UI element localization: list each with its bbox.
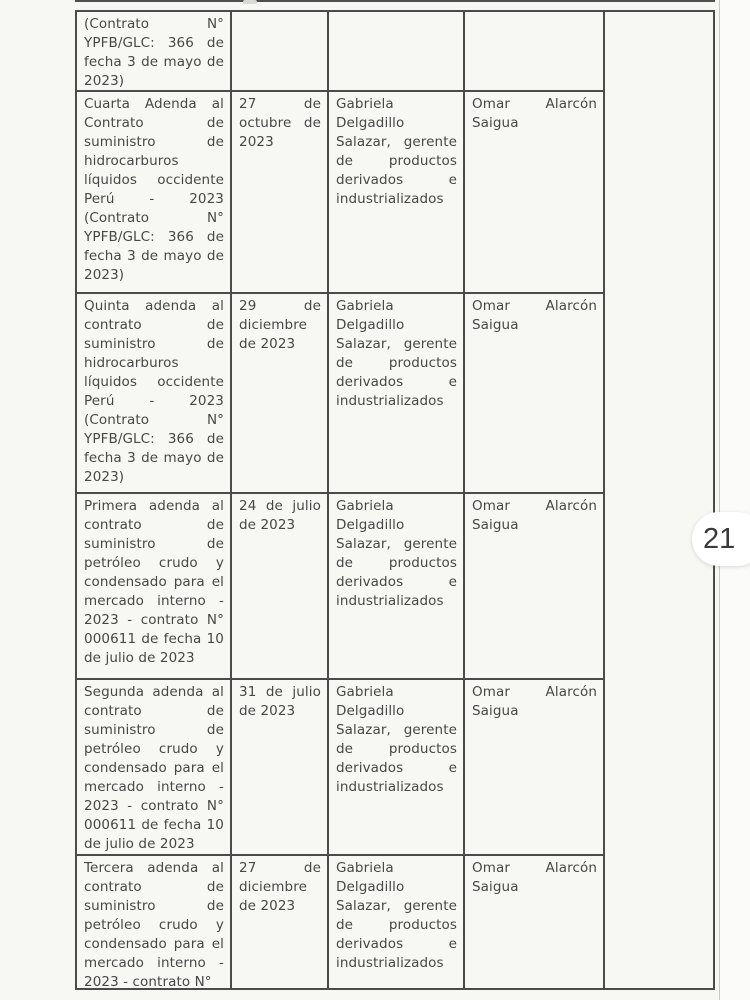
cell-responsible-manager [329,856,465,988]
cell-contract-description [77,680,232,854]
text-line: de julio de 2023 [84,650,195,666]
text-line: Primera adenda al [84,498,224,514]
text-line: derivados e [336,574,457,590]
text-line: mercado interno - [84,955,224,971]
page-edge-line [719,0,720,1000]
text-line: diciembre [239,879,307,895]
cell-signature-date [232,494,329,678]
cell-contract-description [77,12,232,90]
text-line: Perú - 2023 [84,191,224,207]
cell-approver [465,856,605,988]
cell-signature-date [232,12,329,90]
text-line: suministro de [84,722,224,738]
text-line: Salazar, gerente [336,898,457,914]
table-row [77,12,605,92]
table-rows-block [77,12,605,988]
text-line: Delgadillo [336,115,405,131]
text-line: 000611 de fecha 10 [84,631,224,647]
text-line: líquidos occidente [84,172,224,188]
text-line: 2023 - contrato N° [84,612,224,628]
text-line: de 2023 [239,898,296,914]
text-line: Delgadillo [336,517,405,533]
previous-row-cut-border [75,0,715,2]
text-line: mercado interno - [84,779,224,795]
text-line: condensado para el [84,936,224,952]
text-line: Gabriela [336,498,394,514]
cell-signature-date [232,92,329,292]
text-line: YPFB/GLC: 366 de [84,229,224,245]
text-line: contrato de [84,703,224,719]
cell-contract-description [77,294,232,492]
text-line: Delgadillo [336,317,405,333]
text-line: 2023) [84,469,125,485]
text-line: contrato de [84,879,224,895]
text-line: contrato de [84,517,224,533]
text-line: Gabriela [336,684,394,700]
text-line: Salazar, gerente [336,336,457,352]
text-line: YPFB/GLC: 366 de [84,431,224,447]
table-row [77,856,605,988]
page-margin-strip [719,0,750,1000]
text-line: industrializados [336,955,444,971]
text-line: de productos [336,153,457,169]
text-line: de julio de 2023 [84,836,195,852]
text-line: Omar Alarcón [472,860,597,876]
text-line: Omar Alarcón [472,498,597,514]
cell-approver [465,680,605,854]
text-line: derivados e [336,936,457,952]
text-line: 2023 - contrato N° [84,974,212,988]
text-line: (Contrato N° [84,412,224,428]
text-line: 27 de [239,860,321,876]
text-line: Omar Alarcón [472,96,597,112]
text-line: suministro de [84,898,224,914]
text-line: industrializados [336,779,444,795]
contracts-table [75,10,715,990]
text-line: Omar Alarcón [472,684,597,700]
cell-responsible-manager [329,92,465,292]
text-line: Quinta adenda al [84,298,224,314]
text-line: de productos [336,355,457,371]
text-line: Salazar, gerente [336,536,457,552]
text-line: Contrato de [84,115,224,131]
text-line: 29 de [239,298,321,314]
cell-responsible-manager [329,494,465,678]
cell-approver [465,494,605,678]
cell-approver [465,12,605,90]
text-line: Gabriela [336,96,394,112]
text-line: hidrocarburos [84,153,179,169]
text-line: industrializados [336,393,444,409]
text-line: Saigua [472,115,519,131]
text-line: Segunda adenda al [84,684,224,700]
text-line: derivados e [336,760,457,776]
cell-signature-date [232,856,329,988]
page-number-badge[interactable] [692,512,750,566]
text-line: Tercera adenda al [84,860,224,876]
table-row [77,494,605,680]
text-line: petróleo crudo y [84,741,224,757]
text-line: condensado para el [84,760,224,776]
text-line: 31 de julio [239,684,321,700]
empty-column-cell [605,12,713,988]
cell-contract-description [77,494,232,678]
text-line: Delgadillo [336,703,405,719]
text-line: suministro de [84,336,224,352]
cell-approver [465,294,605,492]
cell-contract-description [77,92,232,292]
text-line: condensado para el [84,574,224,590]
text-line: líquidos occidente [84,374,224,390]
text-line: de productos [336,741,457,757]
text-line: de productos [336,917,457,933]
table-row [77,680,605,856]
text-line: hidrocarburos [84,355,179,371]
scan-artifact [243,0,257,4]
text-line: Delgadillo [336,879,405,895]
text-line: fecha 3 de mayo de [84,248,224,264]
text-line: (Contrato N° [84,16,224,32]
text-line: de productos [336,555,457,571]
text-line: petróleo crudo y [84,555,224,571]
text-line: 2023 [239,134,274,150]
cell-responsible-manager [329,12,465,90]
text-line: Salazar, gerente [336,134,457,150]
cell-signature-date [232,294,329,492]
text-line: industrializados [336,593,444,609]
table-row [77,92,605,294]
cell-approver [465,92,605,292]
text-line: contrato de [84,317,224,333]
text-line: Saigua [472,317,519,333]
page-number-label: 21 [703,522,736,555]
text-line: 2023) [84,267,125,283]
text-line: 27 de [239,96,321,112]
cell-responsible-manager [329,294,465,492]
cell-contract-description [77,856,232,988]
cell-responsible-manager [329,680,465,854]
cell-signature-date [232,680,329,854]
text-line: de 2023 [239,336,296,352]
text-line: 24 de julio [239,498,321,514]
text-line: derivados e [336,172,457,188]
text-line: Omar Alarcón [472,298,597,314]
text-line: Gabriela [336,860,394,876]
text-line: de 2023 [239,517,296,533]
table-row [77,294,605,494]
text-line: Salazar, gerente [336,722,457,738]
text-line: 000611 de fecha 10 [84,817,224,833]
text-line: fecha 3 de mayo de [84,54,224,70]
text-line: derivados e [336,374,457,390]
text-line: Cuarta Adenda al [84,96,224,112]
text-line: 2023 - contrato N° [84,798,224,814]
text-line: fecha 3 de mayo de [84,450,224,466]
text-line: Saigua [472,517,519,533]
text-line: Perú - 2023 [84,393,224,409]
text-line: mercado interno - [84,593,224,609]
text-line: octubre de [239,115,321,131]
text-line: suministro de [84,134,224,150]
text-line: suministro de [84,536,224,552]
text-line: YPFB/GLC: 366 de [84,35,224,51]
text-line: industrializados [336,191,444,207]
text-line: 2023) [84,73,125,89]
text-line: petróleo crudo y [84,917,224,933]
text-line: (Contrato N° [84,210,224,226]
text-line: Saigua [472,879,519,895]
text-line: diciembre [239,317,307,333]
text-line: Saigua [472,703,519,719]
text-line: Gabriela [336,298,394,314]
text-line: de 2023 [239,703,296,719]
